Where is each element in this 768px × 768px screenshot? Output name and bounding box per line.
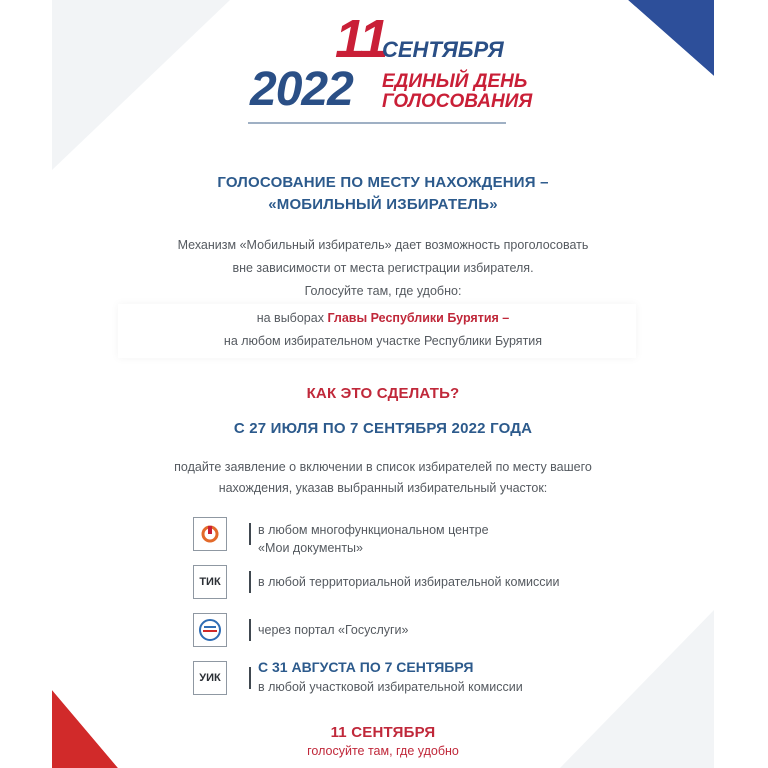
intro-line1: Механизм «Мобильный избиратель» дает возможность проголосовать (177, 238, 589, 252)
logo-slogan-line2: ГОЛОСОВАНИЯ (382, 91, 533, 112)
footer-date: 11 СЕНТЯБРЯ (330, 724, 436, 741)
tik-icon: ТИК (193, 565, 227, 599)
option-tik-line1: в любой территориальной избирательной комиссии (258, 575, 560, 589)
highlight-suffix: – (498, 311, 510, 325)
highlight-emphasis: Главы Республики Бурятия (327, 311, 499, 325)
option-mfc-line1: в любом многофункциональном центре (258, 523, 489, 537)
option-divider (249, 571, 251, 593)
how-instruction-line1: подайте заявление о включении в список избирателей по месту вашего (174, 460, 592, 474)
how-period: С 27 ИЮЛЯ ПО 7 СЕНТЯБРЯ 2022 ГОДА (233, 420, 533, 437)
footer-text: голосуйте там, где удобно (307, 744, 459, 758)
how-instruction-line2: нахождения, указав выбранный избирательный участок: (218, 481, 548, 495)
option-divider (249, 523, 251, 545)
option-gosuslugi-line1: через портал «Госуслуги» (258, 623, 409, 637)
option-uik-period: С 31 АВГУСТА ПО 7 СЕНТЯБРЯ (258, 659, 474, 675)
mfc-icon (193, 517, 227, 551)
heading-line2: «МОБИЛЬНЫЙ ИЗБИРАТЕЛЬ» (268, 196, 498, 213)
option-uik-line1: в любой участковой избирательной комиссии (258, 680, 523, 694)
logo-underline (248, 122, 506, 124)
logo-slogan-line1: ЕДИНЫЙ ДЕНЬ (382, 71, 528, 92)
highlight-line2: на любом избирательном участке Республики Бурятия (223, 334, 543, 348)
uik-icon: УИК (193, 661, 227, 695)
option-divider (249, 667, 251, 689)
gosuslugi-icon (193, 613, 227, 647)
option-mfc-line2: «Мои документы» (258, 541, 363, 555)
intro-line3: Голосуйте там, где удобно: (304, 284, 462, 298)
highlight-line1 (52, 308, 714, 329)
option-divider (249, 619, 251, 641)
logo-year: 2022 (250, 63, 353, 116)
logo-day: 11 (335, 9, 388, 69)
highlight-prefix: на выборах (256, 311, 328, 325)
logo-month: СЕНТЯБРЯ (382, 37, 504, 62)
intro-line2: вне зависимости от места регистрации избирателя. (232, 261, 534, 275)
heading-line1: ГОЛОСОВАНИЕ ПО МЕСТУ НАХОЖДЕНИЯ – (217, 174, 549, 191)
how-title: КАК ЭТО СДЕЛАТЬ? (306, 385, 460, 402)
